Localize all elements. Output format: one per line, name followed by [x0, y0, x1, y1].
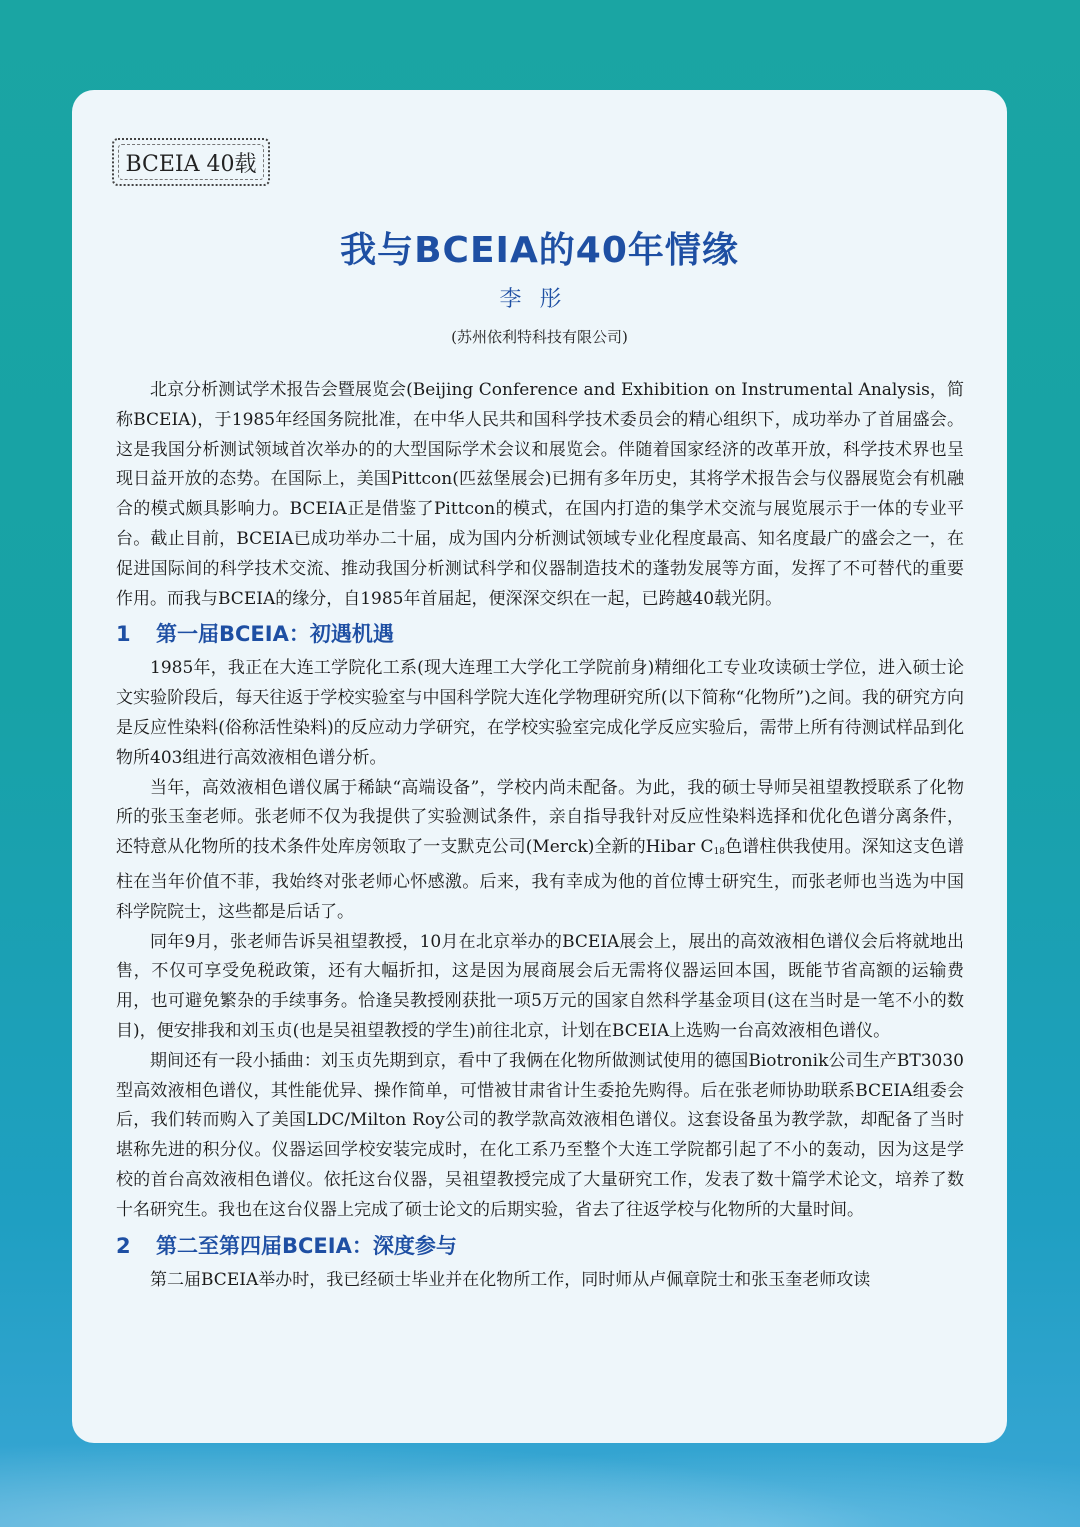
subscript: 18 — [713, 847, 726, 858]
section-2-title: 第二至第四届BCEIA：深度参与 — [156, 1233, 457, 1258]
intro-paragraph: 北京分析测试学术报告会暨展览会(Beijing Conference and Exhibition on Instrumental Analysis，简称BCEIA)，于1985年经国务院批准，在中华人民共和国科学技术委员会的精心组织下，成功举办了首届盛会。这是我国分析测试领域首次举办的的大型国际学术会议和展览会。伴随着国家经济的改革开放，科学技术界也呈现日益开放的态势。在国际上，美国Pittcon(匹兹堡展会)已拥有多年历史，其将学术报告会与仪器展览会有机融合的模式颇具影响力。BCEIA正是借鉴了Pittcon的模式，在国内打造的集学术交流与展览展示于一体的专业平台。截止目前，BCEIA已成功举办二十届，成为国内分析测试领域专业化程度最高、知名度最广的盛会之一，在促进国际间的科学技术交流、推动我国分析测试科学和仪器制造技术的蓬勃发展等方面，发挥了不可替代的重要作用。而我与BCEIA的缘分，自1985年首届起，便深深交织在一起，已跨越40载光阴。 — [116, 380, 964, 609]
section-2-paragraph-1: 第二届BCEIA举办时，我已经硕士毕业并在化物所工作，同时师从卢佩章院士和张玉奎老师攻读 — [150, 1269, 871, 1290]
section-1-title: 第一届BCEIA：初遇机遇 — [156, 622, 394, 647]
section-1-paragraph-2 — [116, 774, 964, 928]
section-2-number: 2 — [116, 1233, 131, 1258]
section-1-paragraph-4: 期间还有一段小插曲：刘玉贞先期到京，看中了我俩在化物所做测试使用的德国Biotronik公司生产BT3030型高效液相色谱仪，其性能优异、操作简单，可惜被甘肃省计生委抢先购得。后在张老师协助联系BCEIA组委会后，我们转而购入了美国LDC/Milton Roy公司的教学款高效液相色谱仪。这套设备虽为教学款，却配备了当时堪称先进的积分仪。仪器运回学校安装完成时，在化工系乃至整个大连工学院都引起了不小的轰动，因为这是学校的首台高效液相色谱仪。依托这台仪器，吴祖望教授完成了大量研究工作，发表了数十篇学术论文，培养了数十名研究生。我也在这台仪器上完成了硕士论文的后期实验，省去了往返学校与化物所的大量时间。 — [116, 1050, 964, 1220]
article-author: 李彤 — [499, 287, 580, 312]
section-1-paragraph-1: 1985年，我正在大连工学院化工系(现大连理工大学化工学院前身)精细化工专业攻读硕士学位，进入硕士论文实验阶段后，每天往返于学校实验室与中国科学院大连化学物理研究所(以下简称“化物所”)之间。我的研究方向是反应性染料(俗称活性染料)的反应动力学研究，在学校实验室完成化学反应实验后，需带上所有待测试样品到化物所403组进行高效液相色谱分析。 — [116, 658, 964, 768]
article-body — [116, 376, 964, 1295]
column-badge: BCEIA 40载 — [112, 138, 270, 186]
section-2-heading — [116, 1226, 964, 1266]
paragraph-text: 当年，高效液相色谱仪属于稀缺“高端设备”，学校内尚未配备。为此，我的硕士导师吴祖望教授联系了化物所的张玉奎老师。张老师不仅为我提供了实验测试条件，亲自指导我针对反应性染料选择和优化色谱分离条件，还特意从化物所的技术条件处库房领取了一支默克公司(Merck)全新的Hibar C — [116, 777, 964, 858]
section-1-heading — [116, 614, 964, 654]
section-1-number: 1 — [116, 622, 131, 647]
author-affiliation: (苏州依利特科技有限公司) — [451, 328, 628, 346]
article-title: 我与BCEIA的40年情缘 — [340, 230, 739, 271]
paragraph-text: 色谱柱供我使用。深知这支色谱柱在当年价值不菲，我始终对张老师心怀感激。后来，我有幸成为他的首位博士研究生，而张老师也当选为中国科学院院士，这些都是后话了。 — [116, 837, 965, 922]
section-1-paragraph-3: 同年9月，张老师告诉吴祖望教授，10月在北京举办的BCEIA展会上，展出的高效液相色谱仪会后将就地出售，不仅可享受免税政策，还有大幅折扣，这是因为展商展会后无需将仪器运回本国，既能节省高额的运输费用，也可避免繁杂的手续事务。恰逢吴教授刚获批一项5万元的国家自然科学基金项目(这在当时是一笔不小的数目)，便安排我和刘玉贞(也是吴祖望教授的学生)前往北京，计划在BCEIA上选购一台高效液相色谱仪。 — [116, 931, 964, 1041]
